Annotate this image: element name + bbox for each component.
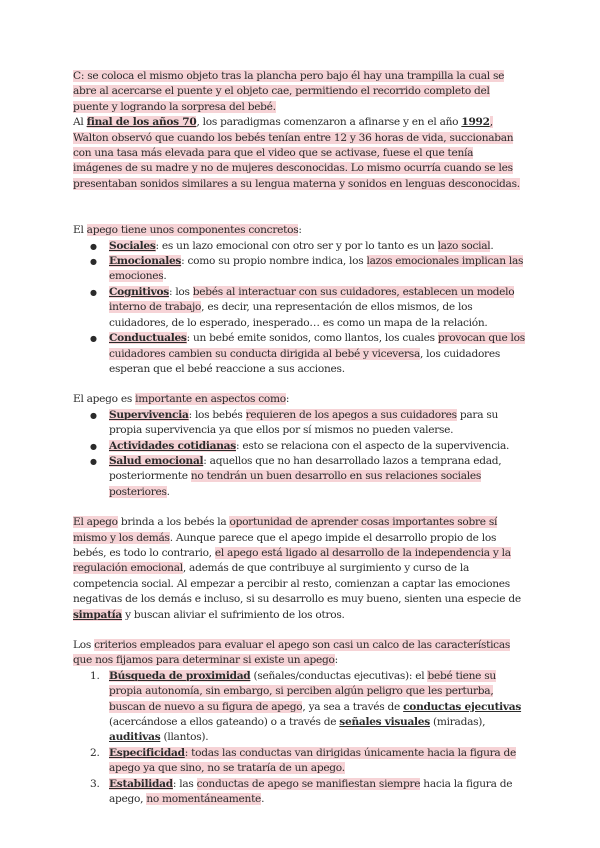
list-item [109, 408, 525, 439]
spacer [73, 500, 525, 515]
text: para su propia supervivencia ya que ellos por sí mismos no pueden valerse. [109, 408, 499, 437]
text: . [490, 239, 494, 252]
text-highlight: lazos emocionales implican las emociones [109, 255, 524, 283]
text: (miradas), [429, 716, 486, 729]
term: Estabilidad [109, 777, 173, 790]
text: (acercándose a ellos gateando) o a través de [109, 716, 340, 729]
text: . Aunque parece que el apego impide el desarrollo propio de los bebés, es todo lo contrario, [73, 531, 497, 559]
text: , es decir, una representación de ellos mismos, de los cuidadores, de lo esperado, inesperado… es como un mapa de la relación. [109, 301, 488, 329]
list-number: 1. [90, 669, 100, 682]
term: Actividades cotidianas [109, 439, 236, 452]
text-highlight: requieren de los apegos a sus cuidadores [245, 408, 457, 421]
list-item [90, 777, 525, 808]
spacer [73, 623, 525, 638]
text-highlight: : todas las conductas van dirigidas únicamente hacia la figura de apego ya que sino, no se trataría de un apego. [109, 746, 517, 775]
text: : esto se relaciona con el aspecto de la supervivencia. [235, 439, 510, 452]
text: . [166, 485, 170, 498]
text: . [261, 793, 265, 806]
text-highlight: criterios empleados para evaluar el apego son casi un calco de las características que nos fijamos para determinar si existe un apego [73, 639, 511, 667]
term-final-70s: final de los años 70 [86, 116, 197, 129]
text: : es un lazo emocional con otro ser y por lo tanto es un [155, 239, 438, 252]
text: Al [73, 116, 87, 129]
text: C: se coloca el mismo objeto tras la plancha pero bajo él hay una trampilla la cual se abre al acercarse el puente y el objeto cae, permitiendo el recorrido completo del puente y logrando la sorpresa del bebé. [73, 70, 505, 113]
term: señales visuales [339, 716, 430, 729]
components-list [73, 239, 525, 378]
text: : las [172, 777, 197, 790]
text: : aquellos que no han desarrollado lazos a temprana edad, posteriormente [109, 454, 502, 483]
text-highlight: apego tiene unos componentes concretos [86, 224, 299, 237]
paragraph-experiment-c [73, 69, 525, 115]
text-highlight: no momentáneamente [146, 793, 262, 806]
list-number: 2. [90, 746, 100, 759]
term-simpatia: simpatía [73, 608, 123, 621]
paragraph-apego-brinda [73, 515, 525, 623]
term: Salud emocional [109, 454, 204, 467]
term: Supervivencia [109, 408, 189, 421]
text-highlight: El apego [73, 516, 118, 529]
term: Conductuales [109, 332, 187, 345]
text: brinda a los bebés la [117, 516, 230, 529]
text-highlight: importante en aspectos como [135, 393, 286, 406]
text: El apego es [73, 393, 136, 406]
text-highlight: lazo social [437, 239, 491, 252]
text: : los [168, 285, 193, 298]
text: : un bebé emite sonidos, como llantos, los cuales [186, 332, 438, 345]
text: : como su propio nombre indica, los [181, 255, 367, 268]
term: conductas ejecutivas [403, 700, 522, 713]
text: : [285, 393, 290, 406]
document-page [73, 69, 525, 807]
term: Cognitivos [109, 285, 169, 298]
text-highlight: no tendrán un buen desarrollo en sus relaciones sociales posteriores [109, 470, 482, 498]
text: : [298, 224, 302, 237]
list-number: 3. [90, 777, 100, 790]
term: Sociales [109, 239, 156, 252]
paragraph-walton [73, 115, 525, 192]
text: . [163, 270, 167, 283]
criteria-intro [73, 638, 525, 669]
important-intro [73, 392, 525, 407]
list-item [109, 239, 525, 254]
term: Especificidad [109, 746, 185, 759]
term: Emocionales [109, 255, 182, 268]
text-highlight: , Walton observó que cuando los bebés tenían entre 12 y 36 horas de vida, succionaban con una tasa más elevada para que el video que se activase, fuese el que tenía imágenes de su madre y no de mujeres desconocidas. Lo mismo ocurría cuando se les presentaban sonidos similares a su lengua materna y sonidos en lenguas desconocidas. [73, 116, 520, 190]
list-item [109, 439, 525, 454]
spacer [73, 192, 525, 223]
list-item [109, 254, 525, 285]
text: : los bebés [188, 408, 246, 421]
text-highlight: bebé tiene su propia autonomía, sin embargo, si perciben algún peligro que les perturba, buscan de nuevo a su figura de apego [109, 669, 496, 713]
text: (llantos). [160, 731, 209, 744]
text: , los paradigmas comenzaron a afinarse y en el año [196, 116, 462, 129]
term: auditivas [109, 731, 161, 744]
spacer [73, 377, 525, 392]
list-item [109, 331, 525, 377]
text: (señales/conductas ejecutivas): el [250, 669, 428, 682]
text-highlight: provocan que los cuidadores cambien su conducta dirigida al bebé y viceversa [109, 332, 525, 360]
components-intro [73, 223, 525, 238]
text-highlight: bebés al interactuar con sus cuidadores, establecen un modelo interno de trabajo [109, 285, 515, 314]
text: y buscan aliviar el sufrimiento de los otros. [122, 608, 345, 621]
text-highlight: conductas de apego se manifiestan siempre [196, 777, 421, 790]
text: , los cuidadores esperan que el bebé reaccione a sus acciones. [109, 347, 500, 375]
list-item [109, 285, 525, 331]
list-item [90, 746, 525, 777]
term: Búsqueda de proximidad [109, 669, 251, 682]
text-highlight: el apego está ligado al desarrollo de la independencia y la regulación emocional [73, 546, 511, 575]
text-highlight: oportunidad de aprender cosas importantes sobre sí mismo y los demás [73, 516, 498, 544]
term-1992: 1992 [461, 116, 490, 129]
important-list [73, 408, 525, 500]
text: , ya sea a través de [302, 700, 404, 713]
text: , además de que contribuye al surgimiento y curso de la competencia social. Al empezar a percibir al resto, comienzan a captar las emociones negativas de los demás e incluso, si su desarrollo es muy bueno, sienten una especie de [73, 562, 521, 606]
text: : [334, 654, 338, 667]
text: hacia la figura de apego, [109, 777, 513, 806]
list-item [109, 454, 525, 500]
criteria-list [73, 669, 525, 808]
text: Los [73, 639, 95, 651]
list-item [90, 669, 525, 746]
text: El [73, 224, 87, 237]
